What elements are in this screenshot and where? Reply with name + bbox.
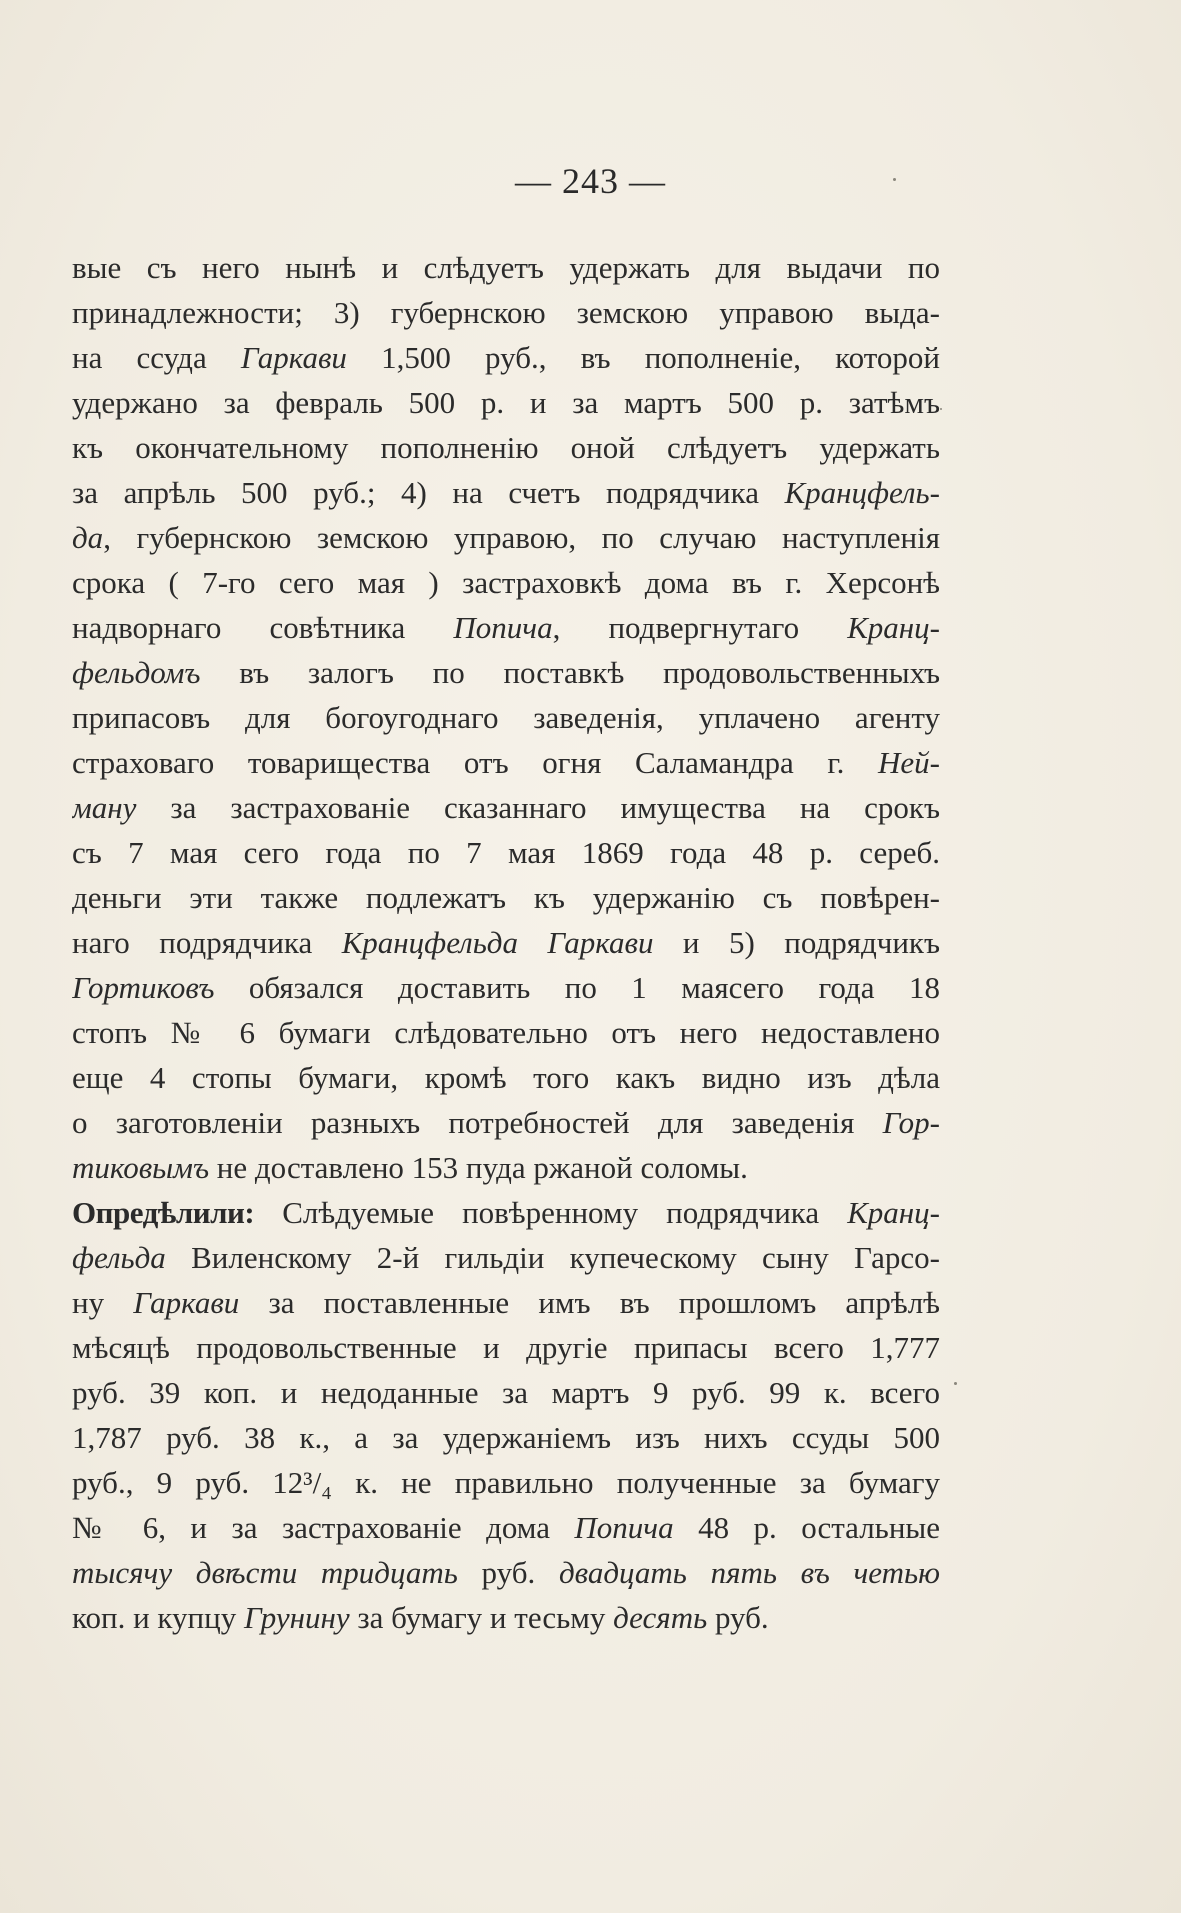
- text-segment: въ залогъ по поставкѣ продовольственныхъ: [200, 655, 940, 690]
- text-line: [72, 1370, 940, 1415]
- text-line: [72, 515, 940, 560]
- text-segment: стопъ № 6 бумаги слѣдовательно отъ него недоставлено: [72, 1015, 940, 1050]
- text-line: [72, 335, 940, 380]
- text-line: [72, 560, 940, 605]
- text-segment: № 6, и за застрахованіе дома: [72, 1510, 575, 1545]
- text-line: [72, 695, 940, 740]
- page-number: — 243 —: [515, 161, 666, 201]
- text-segment: 48 р. остальные: [673, 1510, 940, 1545]
- italic-name: Гортиковъ: [72, 970, 215, 1005]
- text-line: [72, 380, 940, 425]
- text-line: [72, 1145, 940, 1190]
- text-segment: еще 4 стопы бумаги, кромѣ того какъ видно изъ дѣла: [72, 1060, 940, 1095]
- text-line: [72, 740, 940, 785]
- italic-name: Кранцфельда Гаркави: [341, 925, 654, 960]
- text-segment: 1,787 руб. 38 к., а за удержаніемъ изъ нихъ ссуды 500: [72, 1420, 940, 1455]
- italic-name: Попича: [453, 610, 553, 645]
- text-segment: и 5) подрядчикъ: [653, 925, 940, 960]
- text-line: [72, 965, 940, 1010]
- text-segment: надворнаго совѣтника: [72, 610, 454, 645]
- text-line: [72, 605, 940, 650]
- text-segment: о заготовленіи разныхъ потребностей для заведенія: [72, 1105, 883, 1140]
- text-segment: руб.: [707, 1600, 769, 1635]
- text-line: [72, 1280, 940, 1325]
- italic-name: Ней-: [878, 745, 940, 780]
- text-line: [72, 1235, 940, 1280]
- text-segment: руб., 9 руб. 12³/₄ к. не правильно полученные за бумагу: [72, 1465, 940, 1500]
- italic-name: десять: [613, 1600, 708, 1635]
- italic-name: фельдомъ: [72, 655, 201, 690]
- italic-name: Гаркави: [133, 1285, 240, 1320]
- text-line: [72, 650, 940, 695]
- text-line: [72, 470, 940, 515]
- text-segment: мѣсяцѣ продовольственные и другіе припасы всего 1,777: [72, 1330, 940, 1365]
- text-line: [72, 875, 940, 920]
- paper-speck: [940, 408, 942, 410]
- text-segment: коп. и купцу: [72, 1600, 244, 1635]
- italic-name: Кранцфель-: [784, 475, 940, 510]
- text-line: [72, 830, 940, 875]
- text-segment: удержано за февраль 500 р. и за мартъ 500 р. затѣмъ: [72, 385, 940, 420]
- text-segment: съ 7 мая сего года по 7 мая 1869 года 48 р. сереб.: [72, 835, 940, 870]
- text-segment: вые съ него нынѣ и слѣдуетъ удержать для выдачи по: [72, 250, 940, 285]
- italic-name: Кранц-: [847, 610, 940, 645]
- text-segment: за застрахованіе сказаннаго имущества на срокъ: [136, 790, 940, 825]
- italic-name: Попича: [574, 1510, 674, 1545]
- body-text: [72, 245, 940, 1640]
- text-segment: , подвергнутаго: [552, 610, 848, 645]
- text-segment: на ссуда: [72, 340, 241, 375]
- text-line: [72, 1550, 940, 1595]
- text-segment: за бумагу и тесьму: [349, 1600, 614, 1635]
- text-line: [72, 1055, 940, 1100]
- text-segment: не доставлено 153 пуда ржаной соломы.: [209, 1150, 748, 1185]
- italic-name: Гор-: [882, 1105, 940, 1140]
- text-segment: Виленскому 2-й гильдіи купеческому сыну Гарсо-: [165, 1240, 940, 1275]
- italic-name: Гаркави: [240, 340, 347, 375]
- text-line: [72, 245, 940, 290]
- text-line: [72, 1325, 940, 1370]
- italic-name: да: [72, 520, 104, 555]
- text-line: [72, 425, 940, 470]
- italic-name: двадцать пять въ четью: [558, 1555, 940, 1590]
- text-line: [72, 785, 940, 830]
- bold-heading: Опредѣлили:: [72, 1195, 255, 1230]
- text-segment: деньги эти также подлежатъ къ удержанію съ повѣрен-: [72, 880, 940, 915]
- text-line: [72, 1190, 940, 1235]
- italic-name: Грунину: [243, 1600, 350, 1635]
- text-segment: принадлежности; 3) губернскою земскою управою выда-: [72, 295, 940, 330]
- text-segment: , губернскою земскою управою, по случаю наступленія: [103, 520, 940, 555]
- italic-name: ману: [72, 790, 137, 825]
- text-line: [72, 1415, 940, 1460]
- text-segment: обязался доставить по 1 маясего года 18: [214, 970, 940, 1005]
- italic-name: тиковымъ: [72, 1150, 210, 1185]
- italic-name: фельда: [72, 1240, 166, 1275]
- text-segment: за поставленные имъ въ прошломъ апрѣлѣ: [239, 1285, 940, 1320]
- paper-speck: [893, 178, 896, 181]
- text-line: [72, 290, 940, 335]
- text-line: [72, 1100, 940, 1145]
- text-line: [72, 1010, 940, 1055]
- italic-name: Кранц-: [847, 1195, 940, 1230]
- text-segment: руб.: [457, 1555, 559, 1590]
- text-segment: наго подрядчика: [72, 925, 342, 960]
- text-segment: припасовъ для богоугоднаго заведенія, уплачено агенту: [72, 700, 940, 735]
- italic-name: тысячу двѣсти тридцать: [72, 1555, 458, 1590]
- text-line: [72, 920, 940, 965]
- text-segment: за апрѣль 500 руб.; 4) на счетъ подрядчика: [72, 475, 785, 510]
- text-segment: срока ( 7-го сего мая ) застраховкѣ дома въ г. Херсонѣ: [72, 565, 940, 600]
- text-line: [72, 1595, 940, 1640]
- text-segment: къ окончательному пополненію оной слѣдуетъ удержать: [72, 430, 940, 465]
- text-segment: руб. 39 коп. и недоданные за мартъ 9 руб. 99 к. всего: [72, 1375, 940, 1410]
- paper-speck: [954, 1382, 957, 1385]
- text-segment: 1,500 руб., въ пополненіе, которой: [346, 340, 940, 375]
- text-line: [72, 1505, 940, 1550]
- text-segment: Слѣдуемые повѣренному подрядчика: [254, 1195, 848, 1230]
- text-segment: страховаго товарищества отъ огня Саламандра г.: [72, 745, 879, 780]
- text-line: [72, 1460, 940, 1505]
- text-segment: ну: [72, 1285, 134, 1320]
